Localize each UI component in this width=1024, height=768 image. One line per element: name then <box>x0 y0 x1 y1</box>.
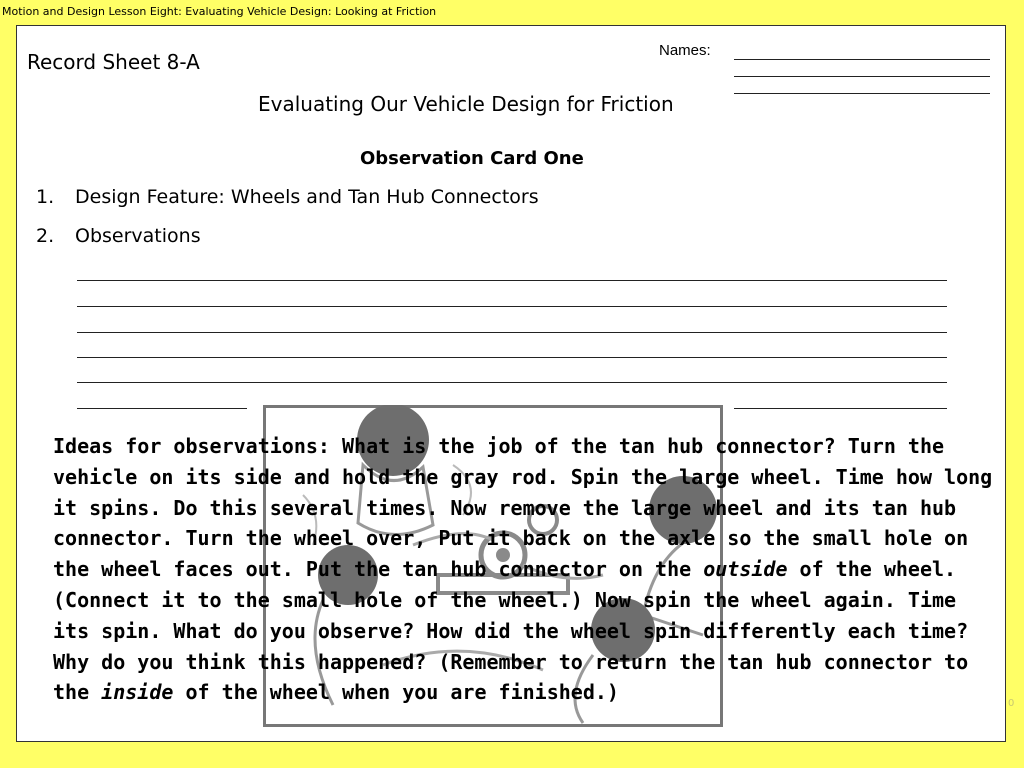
sheet-title: Evaluating Our Vehicle Design for Friction <box>258 92 674 116</box>
observation-ideas-text <box>53 431 993 708</box>
name-line <box>734 93 990 94</box>
ideas-text-part: Ideas for observations: What is the job of the tan hub connector? Turn the vehicle on its side and hold the gray rod. Spin the large wheel. Time how long it spins. Do this several times. Now remove the large wheel and its tan hub connector. Turn the wheel over, Put it back on the axle so the small hole on the wheel faces out. Put the tan hub connector on the <box>53 434 993 582</box>
lesson-header: Motion and Design Lesson Eight: Evaluating Vehicle Design: Looking at Friction <box>2 5 437 18</box>
writing-line <box>77 280 947 281</box>
writing-line <box>77 408 247 409</box>
emphasis-inside: inside <box>101 680 174 705</box>
record-sheet-label: Record Sheet 8-A <box>27 50 200 74</box>
name-line <box>734 59 990 60</box>
ideas-text-part: of the wheel when you are finished.) <box>173 680 619 705</box>
page-number: 0 <box>1008 698 1015 709</box>
emphasis-outside: outside <box>703 557 788 582</box>
writing-line <box>77 357 947 358</box>
names-label: Names: <box>659 42 711 59</box>
item-number: 2. <box>36 225 55 247</box>
writing-line <box>77 332 947 333</box>
item-text: Design Feature: Wheels and Tan Hub Connectors <box>75 186 539 208</box>
observations-item <box>36 225 201 247</box>
ideas-text-part: of the wheel. (Connect it to the small hole of the wheel.) Now spin the wheel again. Time its spin. What do you observe? How did the wheel spin differently each time? Why do you think this happened? (Remember to return the tan hub connector to the <box>53 557 969 705</box>
writing-line <box>77 306 947 307</box>
name-line <box>734 76 990 77</box>
observation-card-title: Observation Card One <box>360 148 584 169</box>
design-feature-item <box>36 186 539 208</box>
writing-line <box>77 382 947 383</box>
item-number: 1. <box>36 186 55 208</box>
item-text: Observations <box>75 225 201 247</box>
writing-line <box>734 408 947 409</box>
